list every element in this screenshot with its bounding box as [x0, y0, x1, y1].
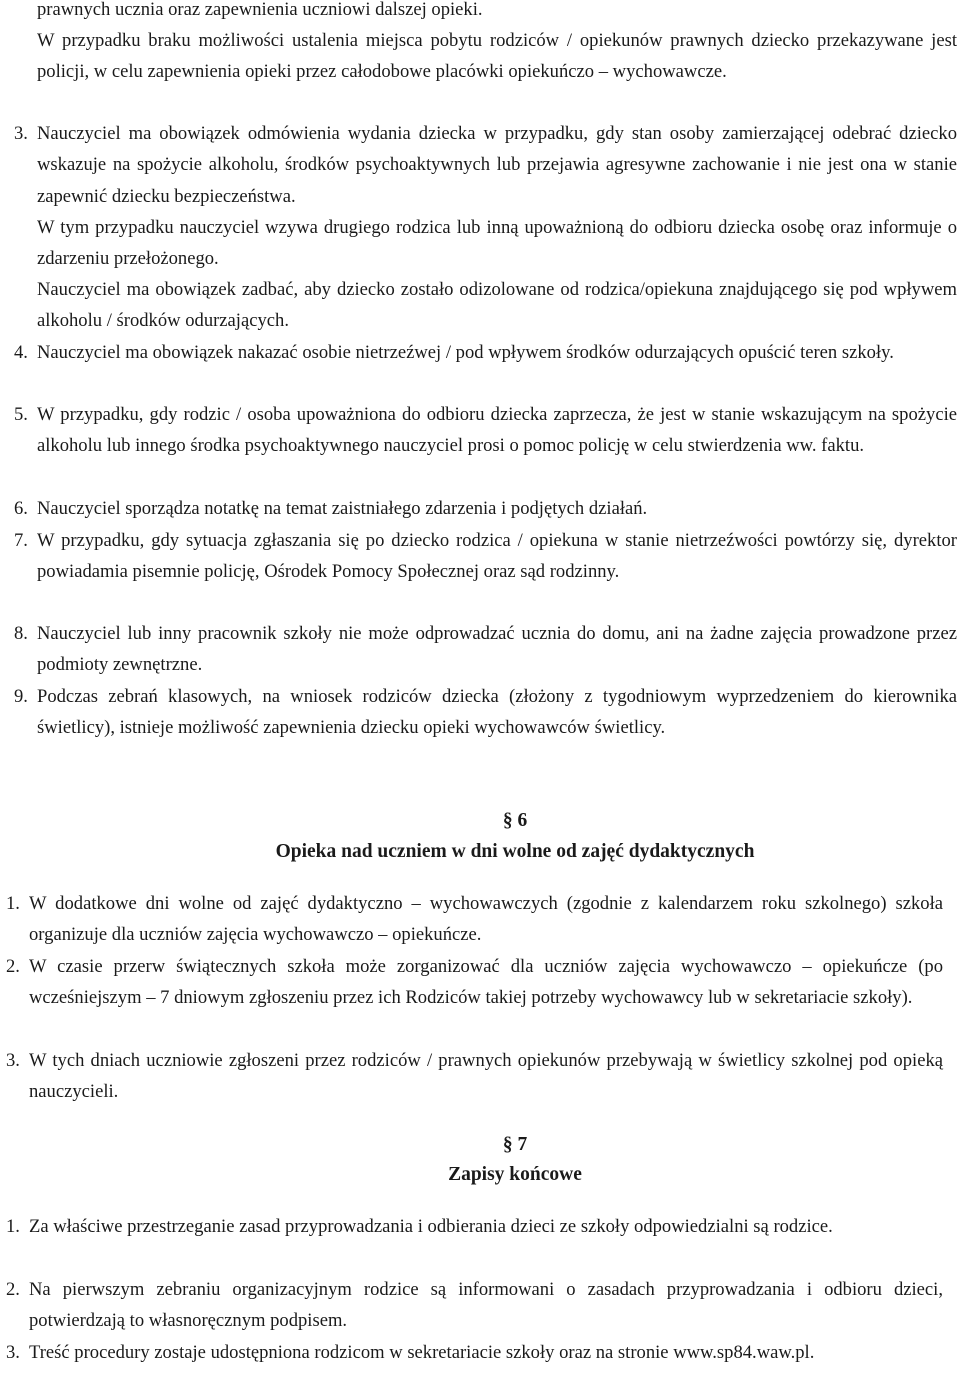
- item-text: Nauczyciel ma obowiązek zadbać, aby dziecko zostało odizolowane od rodzica/opiekuna znajdującego się pod wpływem alkoholu / środków odurzających.: [37, 279, 957, 332]
- item-number: 2.: [6, 1279, 20, 1300]
- item-number: 1.: [6, 893, 20, 914]
- section-title: Opieka nad uczniem w dni wolne od zajęć dydaktycznych: [275, 841, 755, 862]
- item-number: 8.: [14, 623, 28, 644]
- item-number: 3.: [6, 1050, 20, 1071]
- item-number: 3.: [6, 1342, 20, 1363]
- item-text: Nauczyciel ma obowiązek nakazać osobie nietrzeźwej / pod wpływem środków odurzających opuścić teren szkoły.: [37, 342, 894, 363]
- item-number: 9.: [14, 686, 28, 707]
- item-number: 2.: [6, 956, 20, 977]
- item-text: Podczas zebrań klasowych, na wniosek rodziców dziecka (złożony z tygodniowym wyprzedzeniem do kierownika świetlicy), istnieje możliwość zapewnienia dziecku opieki wychowawców świetlicy.: [37, 686, 957, 739]
- item-number: 1.: [6, 1216, 20, 1237]
- item-text: Nauczyciel lub inny pracownik szkoły nie może odprowadzać ucznia do domu, ani na żadne zajęcia prowadzone przez podmioty zewnętrzne.: [37, 623, 957, 676]
- item-number: 6.: [14, 498, 28, 519]
- section-mark: § 7: [502, 1134, 528, 1155]
- item-number: 4.: [14, 342, 28, 363]
- item-number: 5.: [14, 404, 28, 425]
- item-text: Za właściwe przestrzeganie zasad przyprowadzania i odbierania dzieci ze szkoły odpowiedzialni są rodzice.: [29, 1216, 833, 1237]
- paragraph-police: W przypadku braku możliwości ustalenia miejsca pobytu rodziców / opiekunów prawnych dziecko przekazywane jest policji, w celu zapewnienia opieki przez całodobowe placówki opiekuńczo – wychowawcze.: [37, 30, 957, 83]
- item-number: 7.: [14, 530, 28, 551]
- item-text: W tych dniach uczniowie zgłoszeni przez rodziców / prawnych opiekunów przebywają w świetlicy szkolnej pod opieką nauczycieli.: [29, 1050, 943, 1103]
- section-mark: § 6: [502, 810, 528, 831]
- item-text: Nauczyciel sporządza notatkę na temat zaistniałego zdarzenia i podjętych działań.: [37, 498, 648, 519]
- item-text: W tym przypadku nauczyciel wzywa drugiego rodzica lub inną upoważnioną do odbioru dziecka osobę oraz informuje o zdarzeniu przełożonego.: [37, 217, 957, 270]
- item-text: W dodatkowe dni wolne od zajęć dydaktyczno – wychowawczych (zgodnie z kalendarzem roku szkolnego) szkoła organizuje dla uczniów zajęcia wychowawczo – opiekuńcze.: [29, 893, 943, 946]
- item-text: Treść procedury zostaje udostępniona rodzicom w sekretariacie szkoły oraz na stronie www.sp84.waw.pl.: [29, 1342, 815, 1363]
- item-text: W przypadku, gdy sytuacja zgłaszania się po dziecko rodzica / opiekuna w stanie nietrzeźwości powtórzy się, dyrektor powiadamia pisemnie policję, Ośrodek Pomocy Społecznej oraz sąd rodzinny.: [37, 530, 957, 583]
- item-text: Nauczyciel ma obowiązek odmówienia wydania dziecka w przypadku, gdy stan osoby zamierzającej odebrać dziecko wskazuje na spożycie alkoholu, środków psychoaktywnych lub przejawia agresywne zachowanie i nie jest ona w stanie zapewnić dziecku bezpieczeństwa.: [37, 123, 957, 207]
- item-text: Na pierwszym zebraniu organizacyjnym rodzice są informowani o zasadach przyprowadzania i odbioru dzieci, potwierdzają to własnoręcznym podpisem.: [29, 1279, 943, 1332]
- section-title: Zapisy końcowe: [448, 1164, 582, 1185]
- item-number: 3.: [14, 123, 28, 144]
- paragraph-continuation: prawnych ucznia oraz zapewnienia uczniowi dalszej opieki.: [37, 0, 483, 20]
- item-text: W czasie przerw świątecznych szkoła może zorganizować dla uczniów zajęcia wychowawczo – opiekuńcze (po wcześniejszym – 7 dniowym zgłoszeniu przez ich Rodziców takiej potrzeby wychowawcy lub w sekretariacie szkoły).: [29, 956, 943, 1009]
- item-text: W przypadku, gdy rodzic / osoba upoważniona do odbioru dziecka zaprzecza, że jest w stanie wskazującym na spożycie alkoholu lub innego środka psychoaktywnego nauczyciel prosi o pomoc policję w celu stwierdzenia ww. faktu.: [37, 404, 957, 457]
